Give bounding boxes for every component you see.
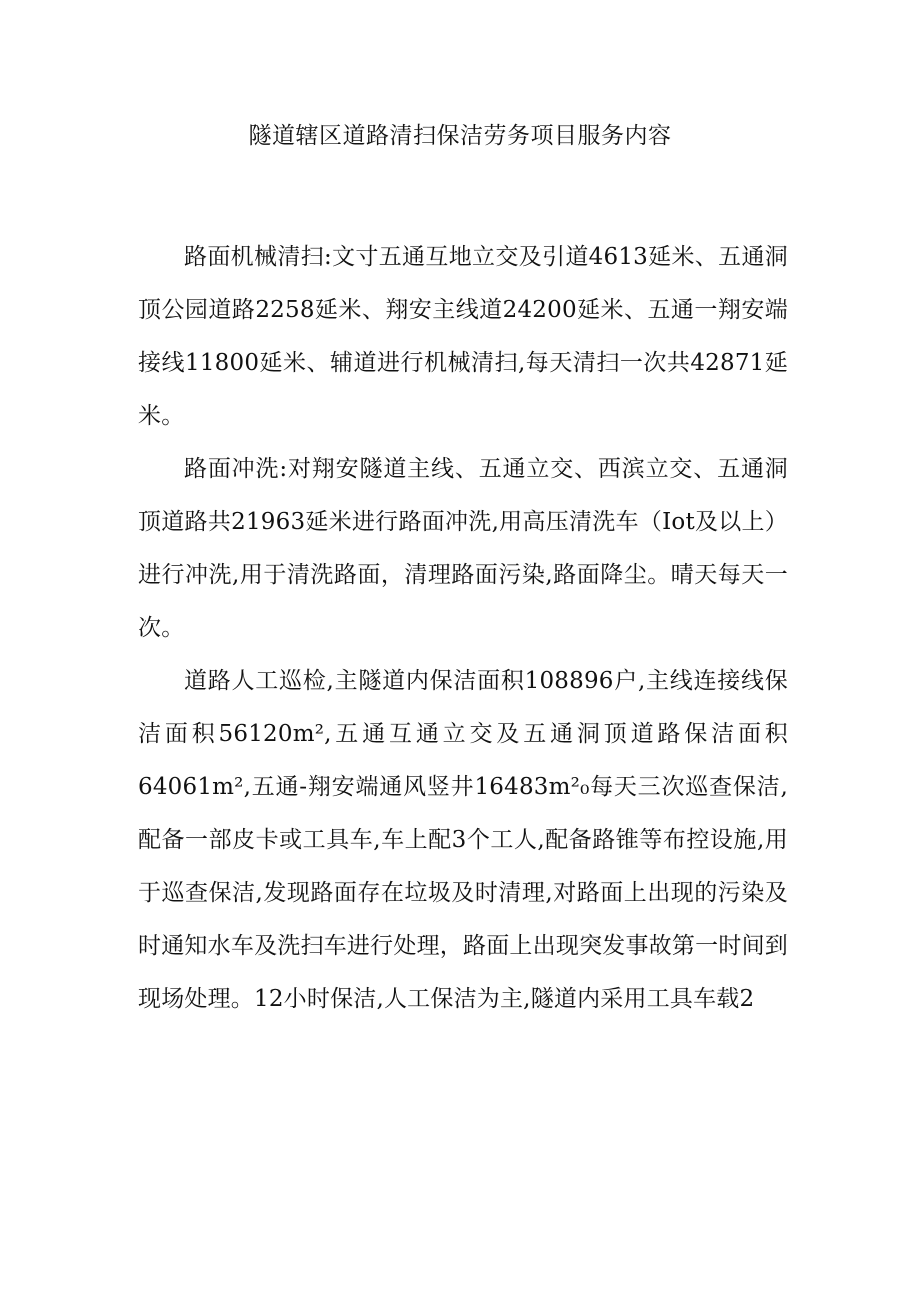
paragraph-manual-inspection: 道路人工巡检,主隧道内保洁面积108896户,主线连接线保洁面积56120m²,五通互通立交及五通洞顶道路保洁面积64061m²,五通-翔安端通风竖井16483m²₀每天三次巡查保洁,配备一部皮卡或工具车,车上配3个工人,配备路锥等布控设施,用于巡查保洁,发现路面存在垃圾及时清理,对路面上出现的污染及时通知水车及洗扫车进行处理，路面上出现突发事故第一时间到现场处理。12小时保洁,人工保洁为主,隧道内采用工具车载2 <box>138 668 788 1012</box>
document-title: 隧道辖区道路清扫保洁劳务项目服务内容 <box>248 123 672 149</box>
paragraph-road-flushing: 路面冲洗:对翔安隧道主线、五通立交、西滨立交、五通洞顶道路共21963延米进行路面冲洗,用高压清洗车（Iot及以上）进行冲洗,用于清洗路面，清理路面污染,路面降尘。晴天每天一次。 <box>138 456 788 641</box>
paragraph-mechanical-sweeping: 路面机械清扫:文寸五通互地立交及引道4613延米、五通洞顶公园道路2258延米、翔安主线道24200延米、五通一翔安端接线11800延米、辅道进行机械清扫,每天清扫一次共42871延米。 <box>138 244 788 429</box>
document-body <box>138 231 788 1026</box>
